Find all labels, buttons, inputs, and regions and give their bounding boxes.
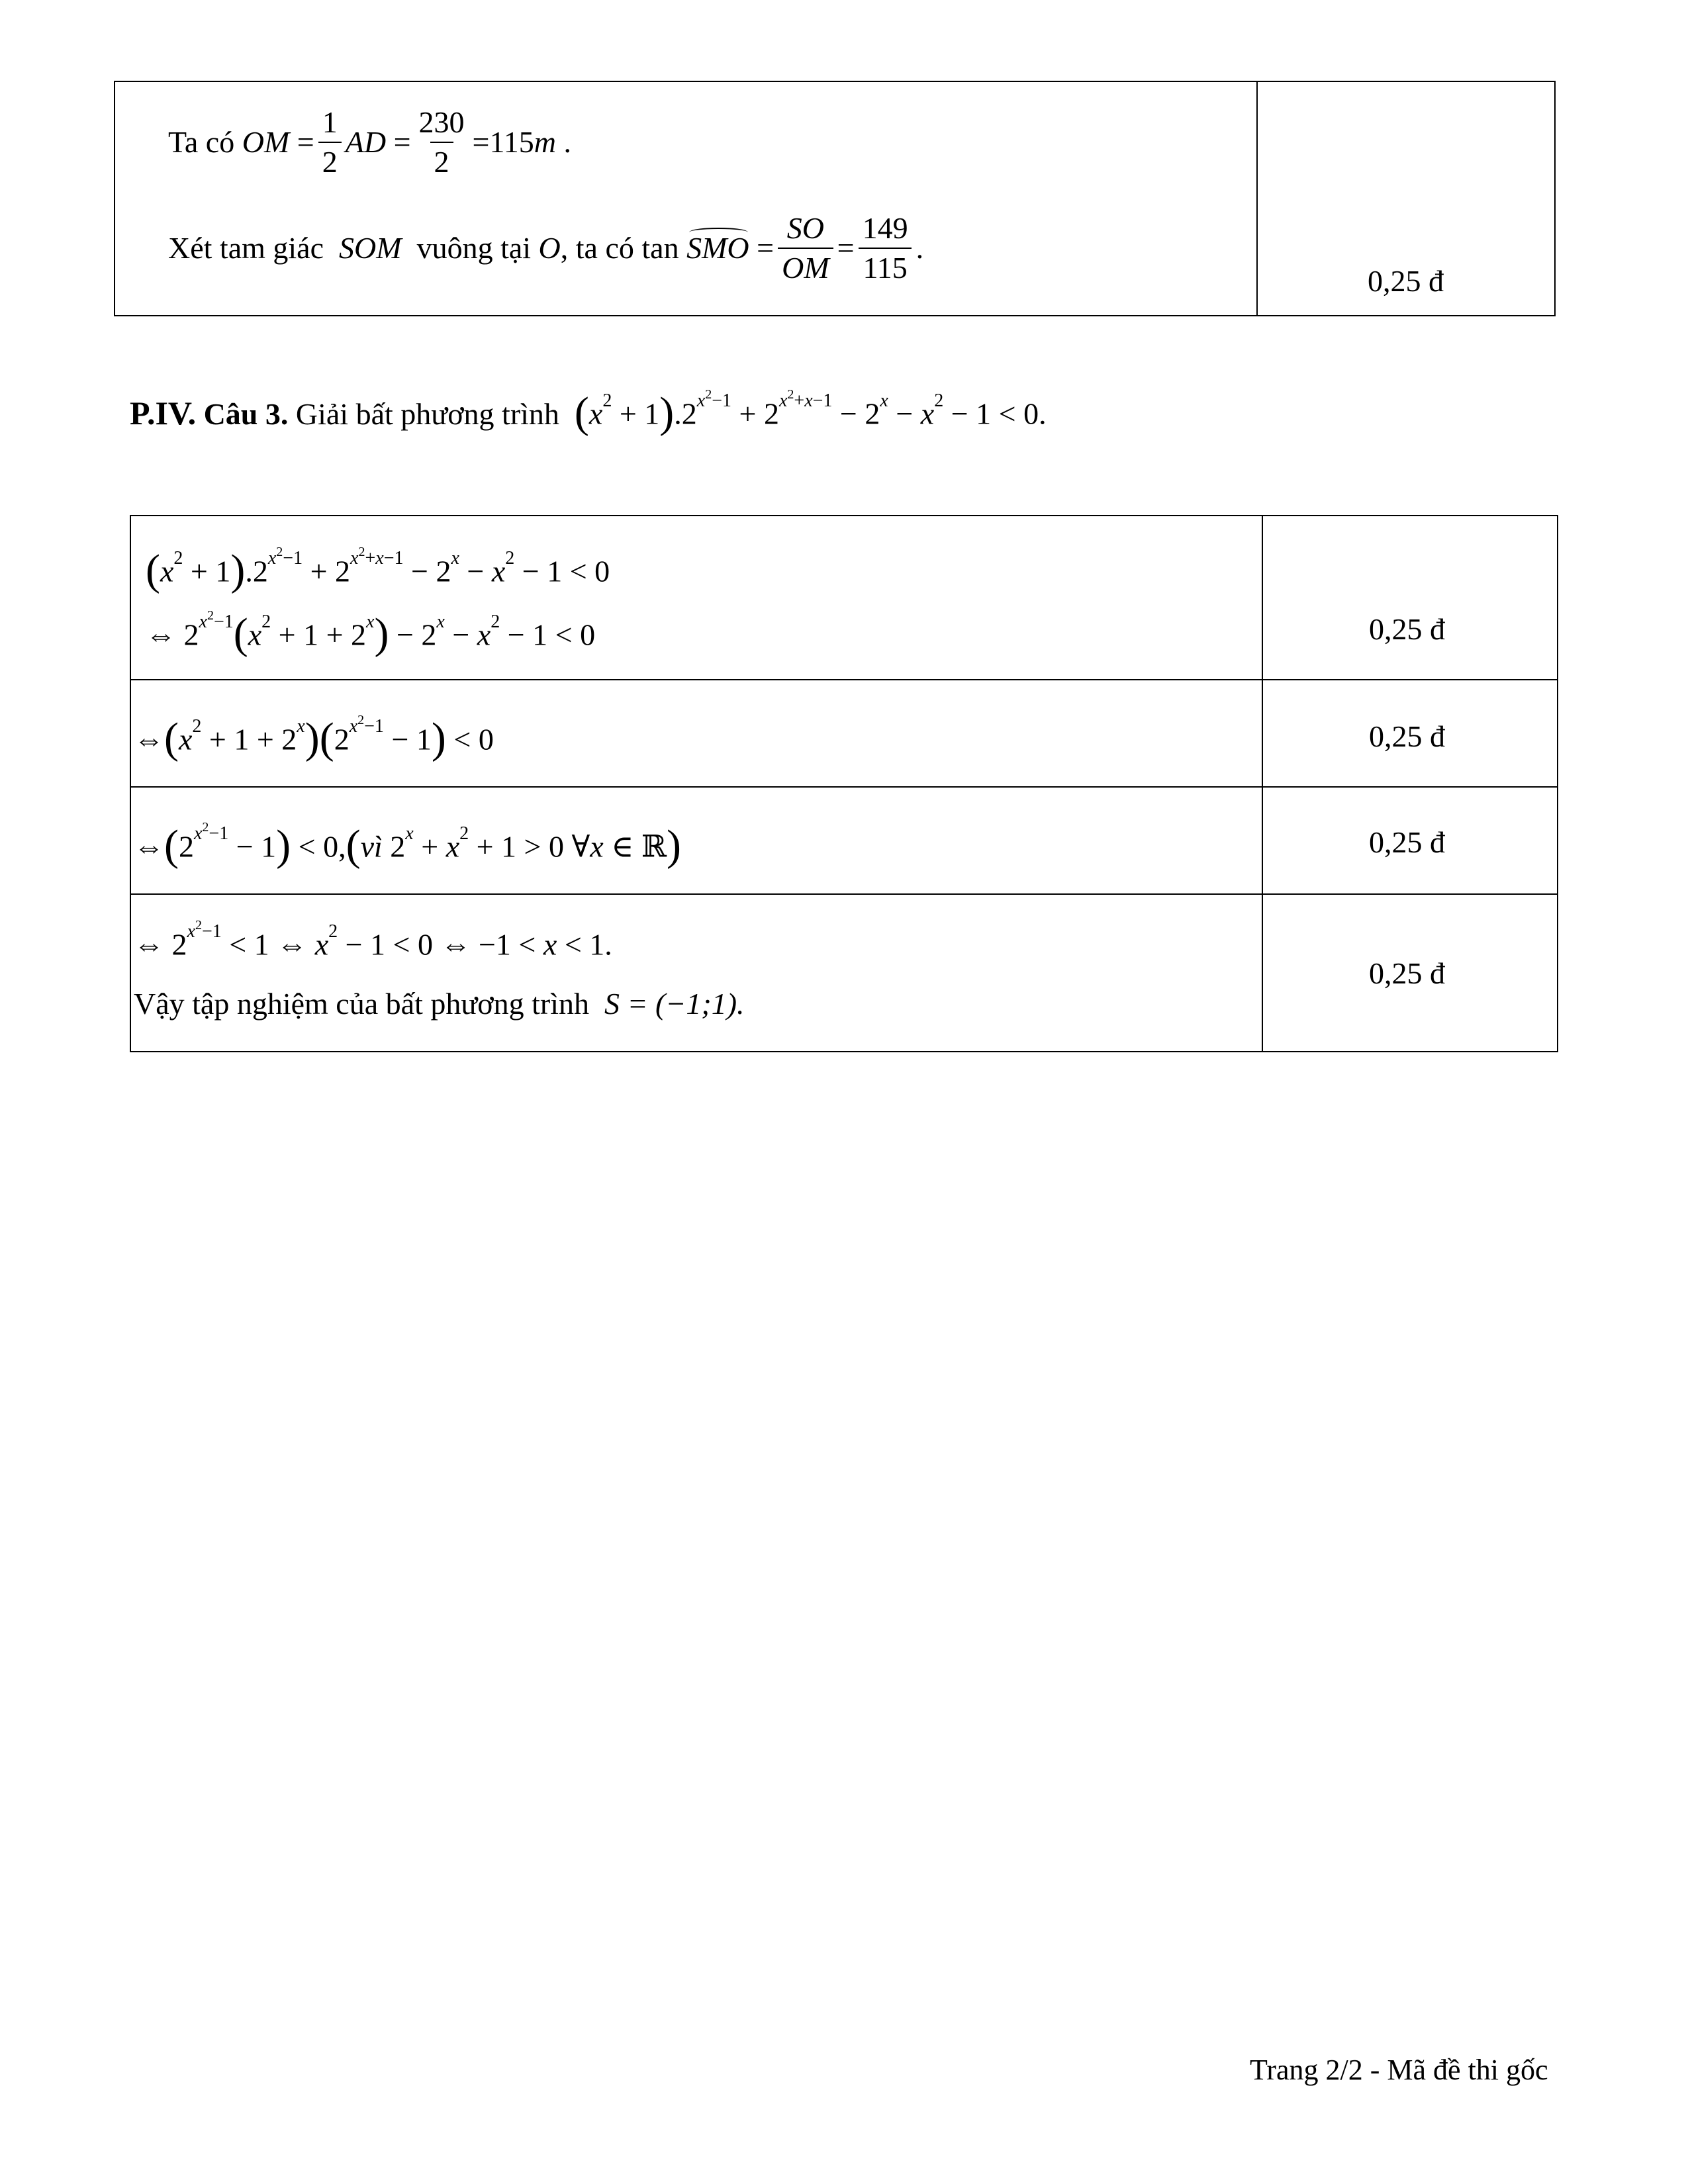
step-1-line-1: $(x^2 + 1).2^{x^2-1} + 2^{x^2+x-1} - 2^x - x^2 - 1 < 0$ xyxy=(146,545,610,594)
fraction-230-2: $\frac{230}{2}$ xyxy=(418,105,465,179)
row-divider xyxy=(131,679,1557,680)
solution-table xyxy=(130,515,1558,1052)
fraction-so-om: $\frac{SO}{OM}$ xyxy=(778,213,833,283)
step-4: ⇔ $2^{x^2-1} < 1$ ⇔ $x^2 - 1 < 0$ ⇔ −1 < x < 1. xyxy=(134,918,612,962)
step-3-score: 0,25 đ xyxy=(1369,825,1445,859)
top-table xyxy=(114,81,1556,316)
question-line xyxy=(130,387,1047,437)
step-2-score: 0,25 đ xyxy=(1369,719,1445,753)
column-divider xyxy=(1256,82,1258,315)
question-formula: $(x^2 + 1).2^{x^2-1} + 2^{x^2+x-1} - 2^x - x^2 - 1 < 0$. xyxy=(574,387,1047,437)
step-3: $\Leftrightarrow(2^{x^2-1} - 1)$ < 0,(vì $2^x + x^2 + 1 > 0$ ∀x ∈ ℝ) xyxy=(134,820,681,870)
top-score: 0,25 đ xyxy=(1368,264,1444,298)
question-label: P.IV. xyxy=(130,394,197,432)
step-1-line-2: ⇔ $2^{x^2-1}(x^2 + 1 + 2^x) - 2^x - x^2 - 1 < 0$ xyxy=(146,608,596,658)
step-2: $\Leftrightarrow(x^2 + 1 + 2^x)(2^{x^2-1} - 1) < 0$ xyxy=(134,713,494,762)
conclusion: Vậy tập nghiệm của bất phương trình S = (−1;1). xyxy=(134,987,745,1021)
page-footer: Trang 2/2 - Mã đề thi gốc xyxy=(1250,2054,1548,2086)
fraction-half: $\frac{1}{2}$ xyxy=(318,107,342,177)
angle-smo: SMO xyxy=(686,231,749,265)
line-tan: Xét tam giác SOM vuông tại O , ta có tan SMO = $\frac{SO}{OM}$ = $\frac{149}{115}$ . xyxy=(168,211,924,285)
question-text: Giải bất phương trình xyxy=(295,396,559,431)
step-1-score: 0,25 đ xyxy=(1369,612,1445,646)
step-4-score: 0,25 đ xyxy=(1369,956,1445,990)
row-divider xyxy=(131,786,1557,788)
fraction-149-115: $\frac{149}{115}$ xyxy=(859,213,912,283)
question-number: Câu 3. xyxy=(203,396,289,431)
row-divider xyxy=(131,893,1557,895)
line-om: Ta có OM = $\frac{1}{2}$ AD = $\frac{230}{2}$ = 115 m . xyxy=(168,105,571,179)
column-divider xyxy=(1262,516,1263,1051)
